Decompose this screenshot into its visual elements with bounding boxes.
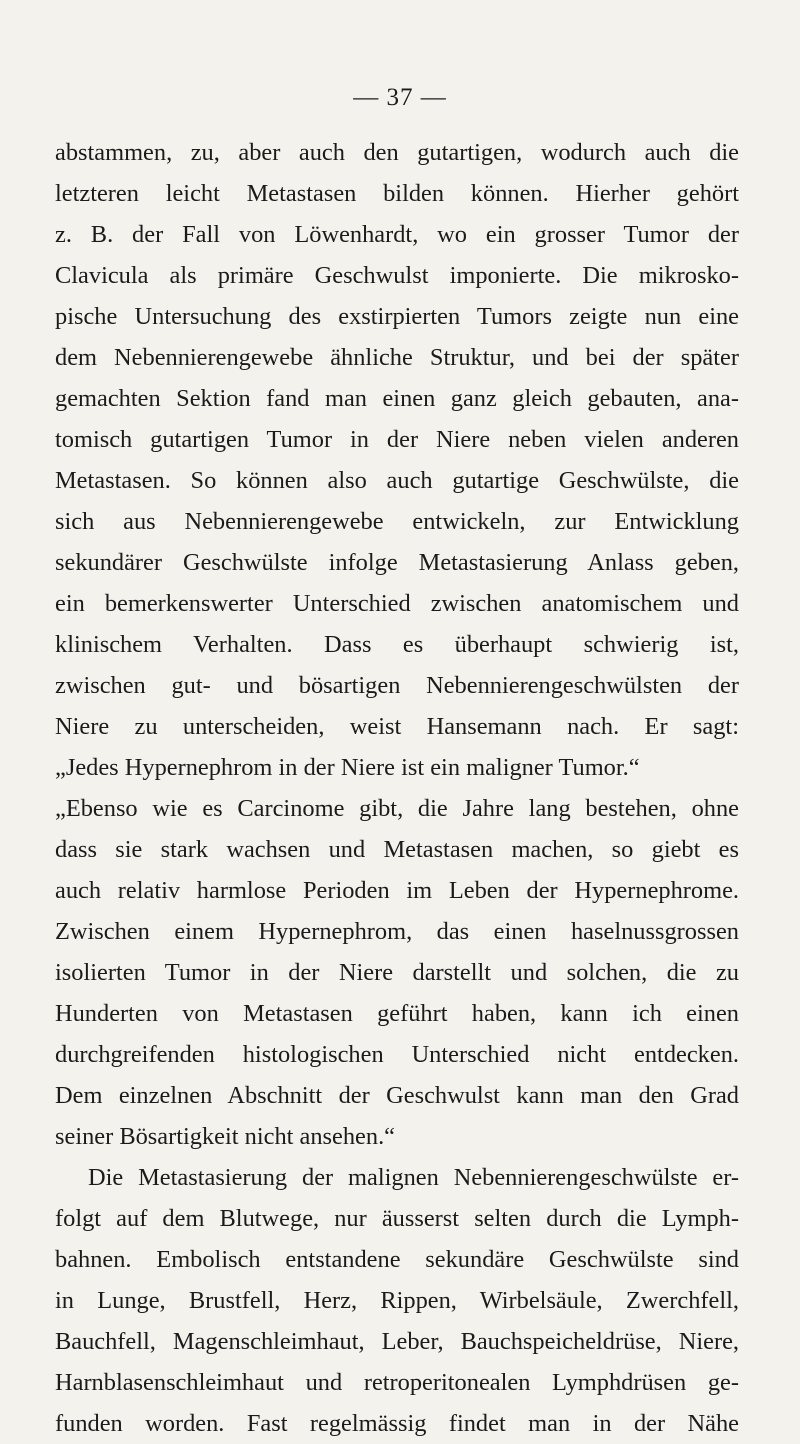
text-line: „Ebenso wie es Carcinome gibt, die Jahre lang bestehen, ohne [55, 795, 739, 822]
text-line: gemachten Sektion fand man einen ganz gleich gebauten, ana- [55, 385, 739, 412]
text-line: ein bemerkenswerter Unterschied zwischen anatomischem und [55, 590, 739, 617]
text-line: Niere zu unterscheiden, weist Hansemann nach. Er sagt: [55, 713, 739, 740]
page-number: — 37 — [353, 84, 447, 111]
text-line: auch relativ harmlose Perioden im Leben der Hypernephrome. [55, 877, 739, 904]
text-line: sich aus Nebennierengewebe entwickeln, zur Entwicklung [55, 508, 739, 535]
text-line: „Jedes Hypernephrom in der Niere ist ein maligner Tumor.“ [55, 754, 640, 781]
text-line: z. B. der Fall von Löwenhardt, wo ein grosser Tumor der [55, 221, 739, 248]
text-line: dass sie stark wachsen und Metastasen machen, so giebt es [55, 836, 739, 863]
text-line: sekundärer Geschwülste infolge Metastasierung Anlass geben, [55, 549, 739, 576]
text-line: tomisch gutartigen Tumor in der Niere neben vielen anderen [55, 426, 739, 453]
text-line: funden worden. Fast regelmässig findet man in der Nähe [55, 1410, 739, 1437]
text-line: Zwischen einem Hypernephrom, das einen haselnussgrossen [55, 918, 739, 945]
text-line: pische Untersuchung des exstirpierten Tumors zeigte nun eine [55, 303, 739, 330]
text-line: klinischem Verhalten. Dass es überhaupt schwierig ist, [55, 631, 739, 658]
text-line: Die Metastasierung der malignen Nebennierengeschwülste er- [88, 1164, 739, 1191]
text-line: Clavicula als primäre Geschwulst imponierte. Die mikrosko- [55, 262, 739, 289]
text-line: Hunderten von Metastasen geführt haben, kann ich einen [55, 1000, 739, 1027]
text-line: isolierten Tumor in der Niere darstellt und solchen, die zu [55, 959, 739, 986]
text-line: Dem einzelnen Abschnitt der Geschwulst kann man den Grad [55, 1082, 739, 1109]
text-line: zwischen gut- und bösartigen Nebennierengeschwülsten der [55, 672, 739, 699]
body-text [55, 132, 739, 1444]
text-line: bahnen. Embolisch entstandene sekundäre Geschwülste sind [55, 1246, 739, 1273]
text-line: seiner Bösartigkeit nicht ansehen.“ [55, 1123, 396, 1150]
text-line: Harnblasenschleimhaut und retroperitonealen Lymphdrüsen ge- [55, 1369, 739, 1396]
text-line: in Lunge, Brustfell, Herz, Rippen, Wirbelsäule, Zwerchfell, [55, 1287, 739, 1314]
text-line: abstammen, zu, aber auch den gutartigen, wodurch auch die [55, 139, 739, 166]
text-line: folgt auf dem Blutwege, nur äusserst selten durch die Lymph- [55, 1205, 739, 1232]
text-line: durchgreifenden histologischen Unterschied nicht entdecken. [55, 1041, 739, 1068]
text-line: Bauchfell, Magenschleimhaut, Leber, Bauchspeicheldrüse, Niere, [55, 1328, 739, 1355]
text-line: letzteren leicht Metastasen bilden können. Hierher gehört [55, 180, 739, 207]
text-line: Metastasen. So können also auch gutartige Geschwülste, die [55, 467, 739, 494]
text-line: dem Nebennierengewebe ähnliche Struktur, und bei der später [55, 344, 739, 371]
